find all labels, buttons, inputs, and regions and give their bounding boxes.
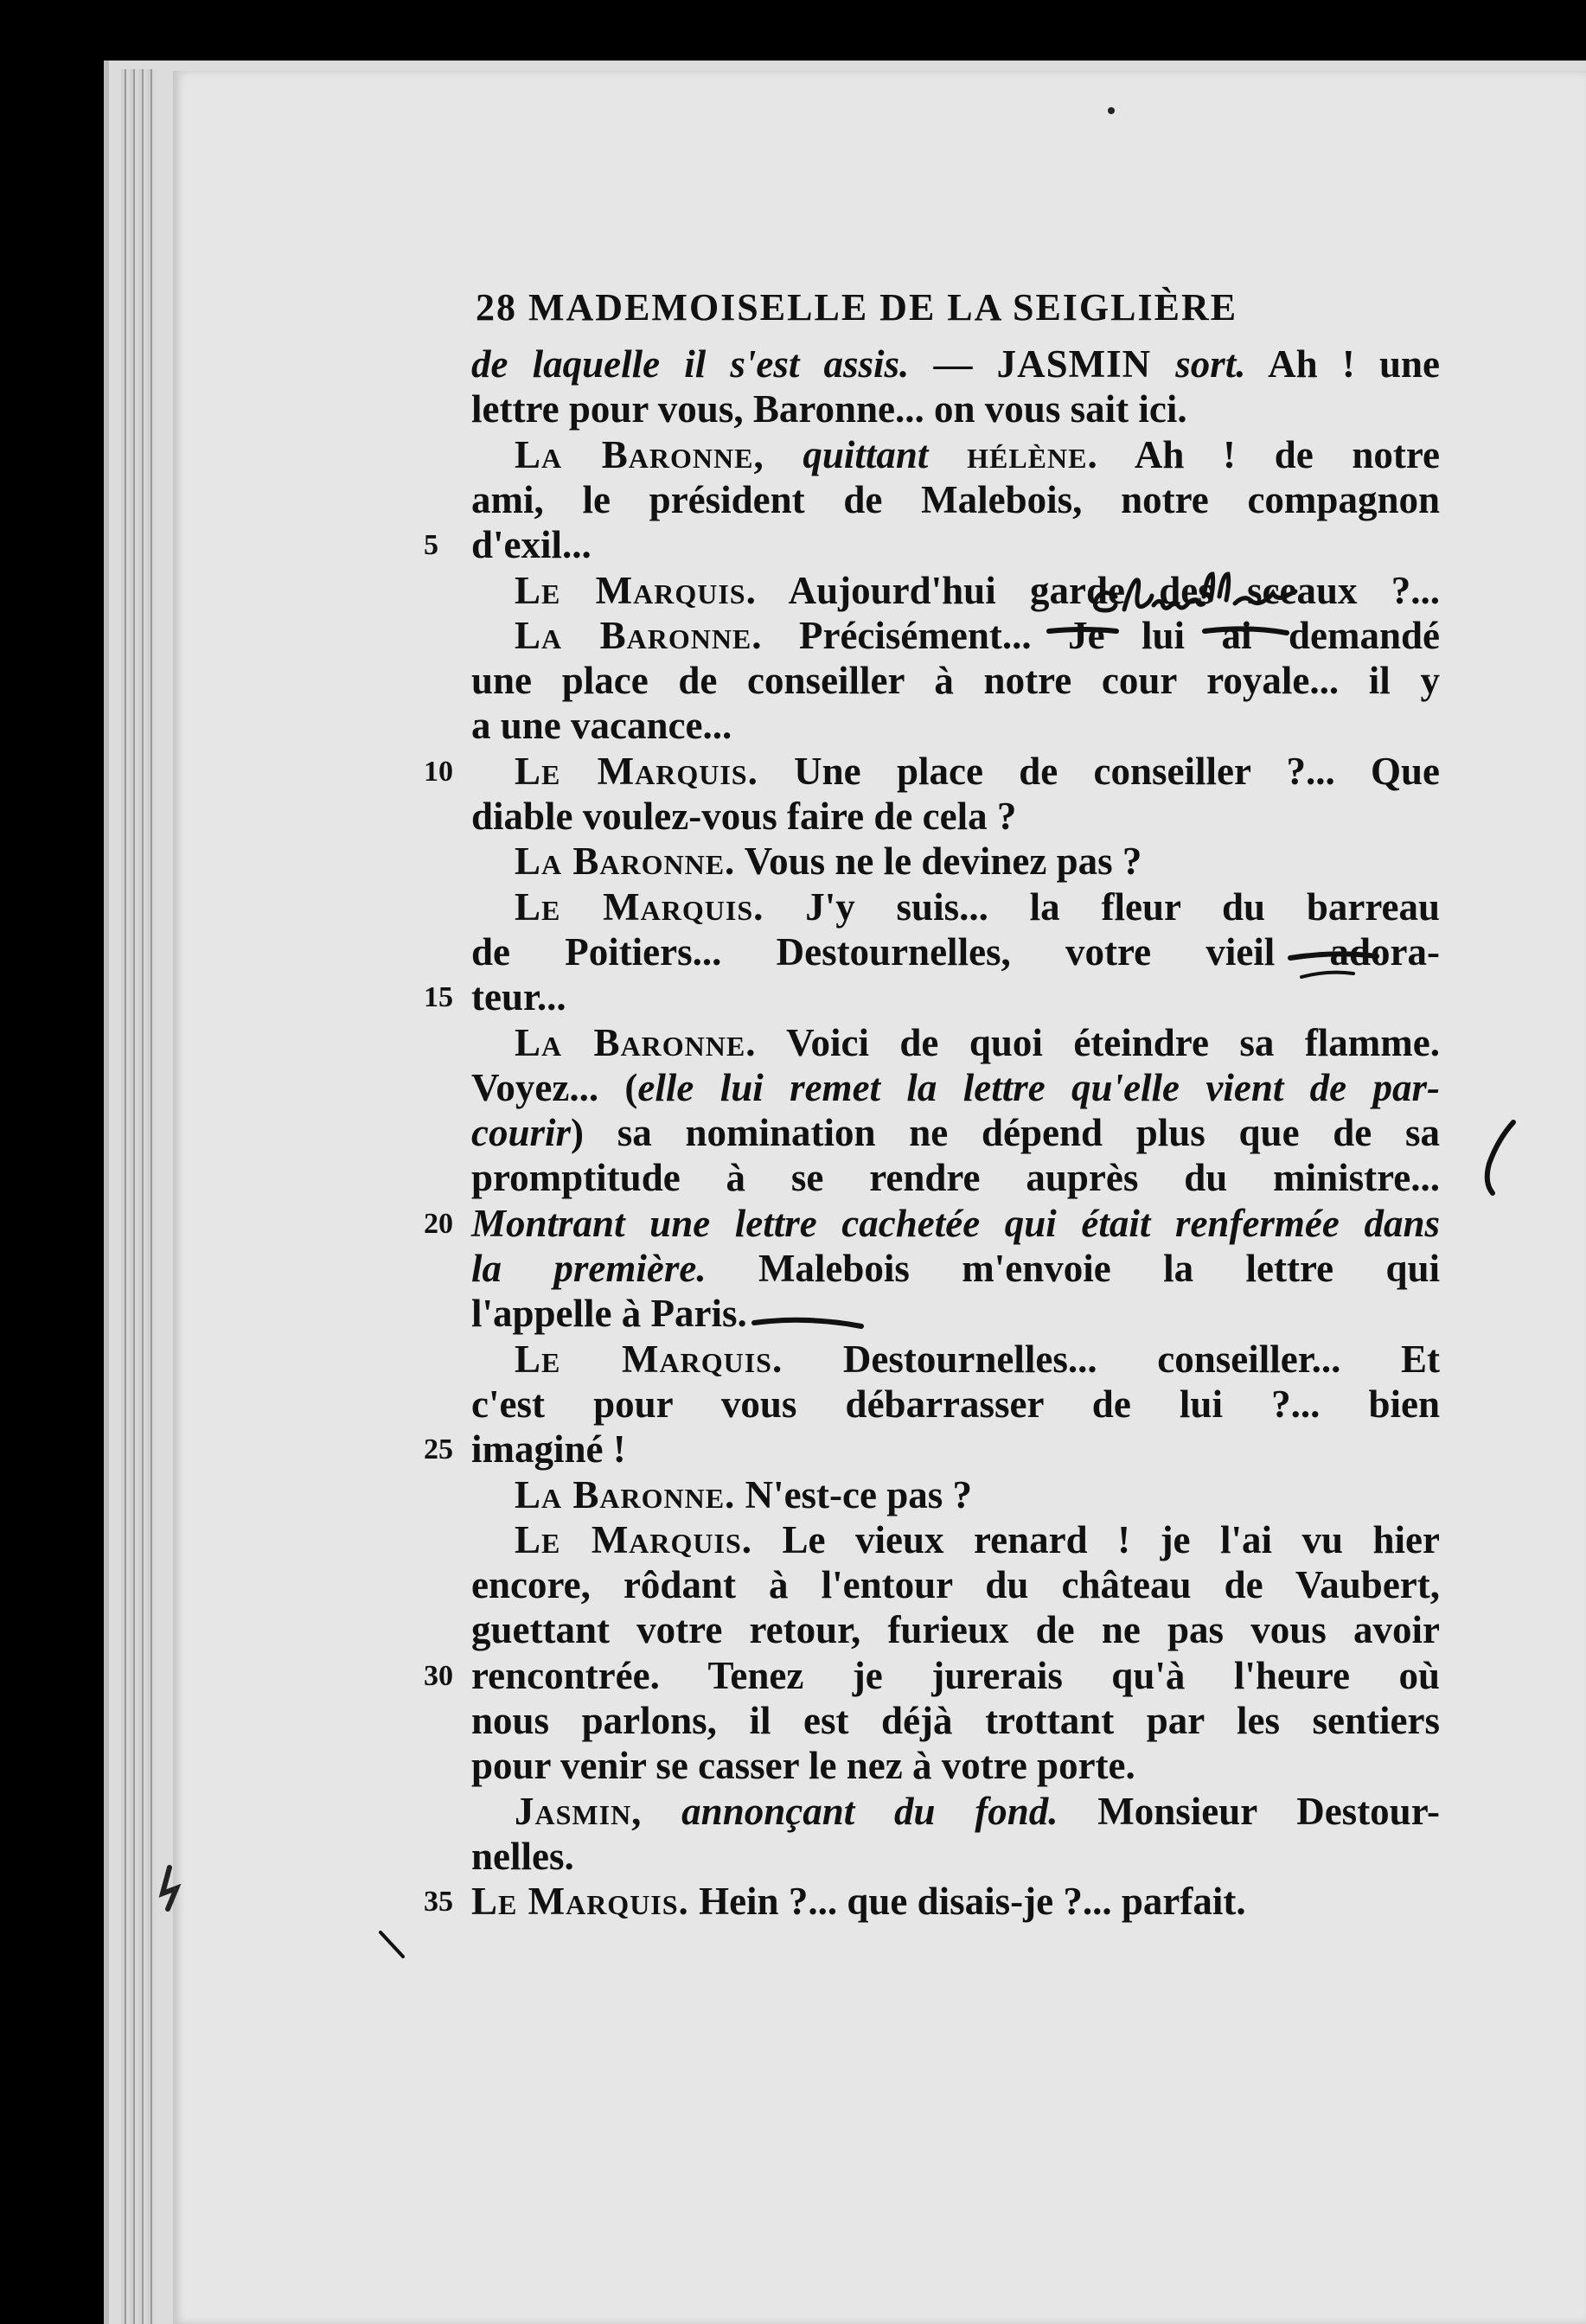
text-line — [471, 1246, 1440, 1291]
text-fragment: Malebois m'envoie la lettre qui — [706, 1247, 1441, 1290]
text-line — [471, 1155, 1440, 1200]
text-line — [471, 1834, 1440, 1879]
text-line — [471, 1653, 1440, 1698]
text-fragment: N'est-ce pas ? — [735, 1472, 973, 1516]
text-fragment: Précisément... Je lui ai demandé — [762, 613, 1440, 657]
text-line — [515, 1020, 1440, 1065]
text-fragment: pour venir se casser le nez à votre porte. — [471, 1744, 1135, 1788]
line-number: 35 — [424, 1886, 453, 1919]
text-line — [471, 477, 1440, 522]
text-fragment: guettant votre retour, furieux de ne pas vous avoir — [471, 1608, 1440, 1652]
text-line — [515, 1337, 1440, 1382]
text-fragment: La Baronne. — [515, 1020, 757, 1064]
text-fragment: l'appelle à Paris. — [471, 1292, 747, 1336]
running-head-title: MADEMOISELLE DE LA SEIGLIÈRE — [528, 286, 1238, 329]
text-fragment: a une vacance... — [471, 704, 732, 748]
text-line — [471, 1382, 1440, 1427]
text-line — [471, 1065, 1440, 1110]
text-line — [471, 1201, 1440, 1246]
text-line — [471, 386, 1440, 431]
text-fragment: d'exil... — [471, 523, 592, 567]
text-fragment: annonçant du fond. — [642, 1789, 1058, 1833]
page-number: 28 — [476, 286, 517, 329]
text-fragment: Monsieur Destour- — [1058, 1789, 1440, 1833]
text-fragment: ) sa nomination ne dépend plus que de sa — [571, 1111, 1440, 1155]
text-fragment: La Baronne. — [515, 1472, 736, 1516]
text-fragment: Voyez... ( — [471, 1065, 638, 1109]
text-fragment: de laquelle il s'est assis. — [471, 342, 910, 386]
text-fragment: elle lui remet la lettre qu'elle vient de par- — [637, 1065, 1440, 1109]
text-line — [515, 839, 1440, 884]
text-fragment: Ah ! une — [1245, 342, 1441, 386]
text-line — [471, 1743, 1440, 1788]
text-fragment: — — [909, 342, 997, 386]
text-line — [471, 1562, 1440, 1607]
text-line — [471, 1879, 1440, 1924]
text-fragment: Vous ne le devinez pas ? — [735, 840, 1142, 884]
running-head — [476, 285, 1470, 329]
text-fragment: Le Marquis. — [471, 1880, 689, 1924]
text-fragment: la première. — [471, 1247, 707, 1290]
line-number: 5 — [424, 529, 438, 562]
text-line — [471, 1291, 1440, 1336]
text-fragment: Le vieux renard ! je l'ai vu hier — [752, 1517, 1440, 1561]
text-fragment: de Poitiers... Destournelles, votre vieil adora- — [471, 929, 1440, 974]
text-line — [515, 432, 1440, 477]
text-fragment: La Baronne. — [515, 840, 736, 884]
line-number: 30 — [424, 1659, 453, 1692]
line-number: 10 — [424, 755, 453, 788]
text-fragment: une place de conseiller à notre cour royale... il y — [471, 659, 1440, 703]
text-fragment: La Baronne, — [515, 432, 764, 476]
text-fragment: Hein ?... que disais-je ?... parfait. — [688, 1880, 1246, 1924]
text-fragment: promptitude à se rendre auprès du ministre... — [471, 1156, 1440, 1200]
text-fragment: J'y suis... la fleur du barreau — [764, 884, 1440, 929]
text-fragment: quittant — [764, 432, 968, 476]
text-fragment: lettre pour vous, Baronne... on vous sait ici. — [471, 387, 1187, 431]
text-line — [471, 522, 1440, 567]
text-fragment: courir — [471, 1111, 572, 1155]
line-number: 25 — [424, 1433, 453, 1466]
text-fragment: rencontrée. Tenez je jurerais qu'à l'heure où — [471, 1653, 1440, 1697]
text-line — [515, 613, 1440, 658]
text-fragment: encore, rôdant à l'entour du château de Vaubert, — [471, 1563, 1440, 1607]
text-fragment: Le Marquis. — [515, 1517, 753, 1561]
text-fragment: nelles. — [471, 1834, 574, 1878]
text-fragment: ami, le président de Malebois, notre compagnon — [471, 477, 1440, 521]
text-line — [471, 1427, 1440, 1472]
text-fragment: Voici de quoi éteindre sa flamme. — [756, 1020, 1441, 1064]
text-line — [515, 1517, 1440, 1562]
text-line — [515, 568, 1440, 613]
text-fragment: hélène. — [967, 432, 1098, 476]
text-fragment: teur... — [471, 975, 566, 1019]
text-fragment: c'est pour vous débarrasser de lui ?... bien — [471, 1382, 1440, 1426]
text-fragment: sort. — [1151, 342, 1246, 386]
text-line — [515, 884, 1440, 929]
text-fragment: Montrant une lettre cachetée qui était renfermée dans — [471, 1201, 1440, 1245]
line-number: 15 — [424, 981, 453, 1014]
text-fragment: Le Marquis. — [515, 1337, 783, 1381]
text-line — [471, 342, 1440, 386]
text-fragment: imaginé ! — [471, 1427, 626, 1472]
text-line — [471, 794, 1440, 839]
text-fragment: Le Marquis. — [515, 568, 757, 612]
text-fragment: La Baronne. — [515, 613, 763, 657]
text-fragment: JASMIN — [996, 342, 1152, 386]
text-line — [515, 1789, 1440, 1834]
text-fragment: Le Marquis. — [515, 749, 758, 793]
text-fragment: nous parlons, il est déjà trottant par les sentiers — [471, 1699, 1440, 1742]
text-line — [515, 1472, 1440, 1517]
text-line — [471, 974, 1440, 1019]
text-fragment: Jasmin, — [515, 1789, 643, 1833]
text-fragment: Le Marquis. — [515, 884, 764, 929]
text-fragment: diable voulez-vous faire de cela ? — [471, 795, 1017, 838]
text-line — [471, 1110, 1440, 1155]
text-line — [471, 658, 1440, 703]
line-number: 20 — [424, 1207, 453, 1240]
text-line — [471, 929, 1440, 974]
text-line — [471, 703, 1440, 748]
text-fragment: Aujourd'hui garde des sceaux ?... — [756, 568, 1440, 612]
text-fragment: Destournelles... conseiller... Et — [783, 1337, 1440, 1381]
text-line — [515, 749, 1440, 794]
text-line — [471, 1607, 1440, 1652]
text-fragment: Ah ! de notre — [1097, 432, 1440, 476]
text-line — [471, 1698, 1440, 1743]
text-fragment: Une place de conseiller ?... Que — [758, 749, 1440, 793]
